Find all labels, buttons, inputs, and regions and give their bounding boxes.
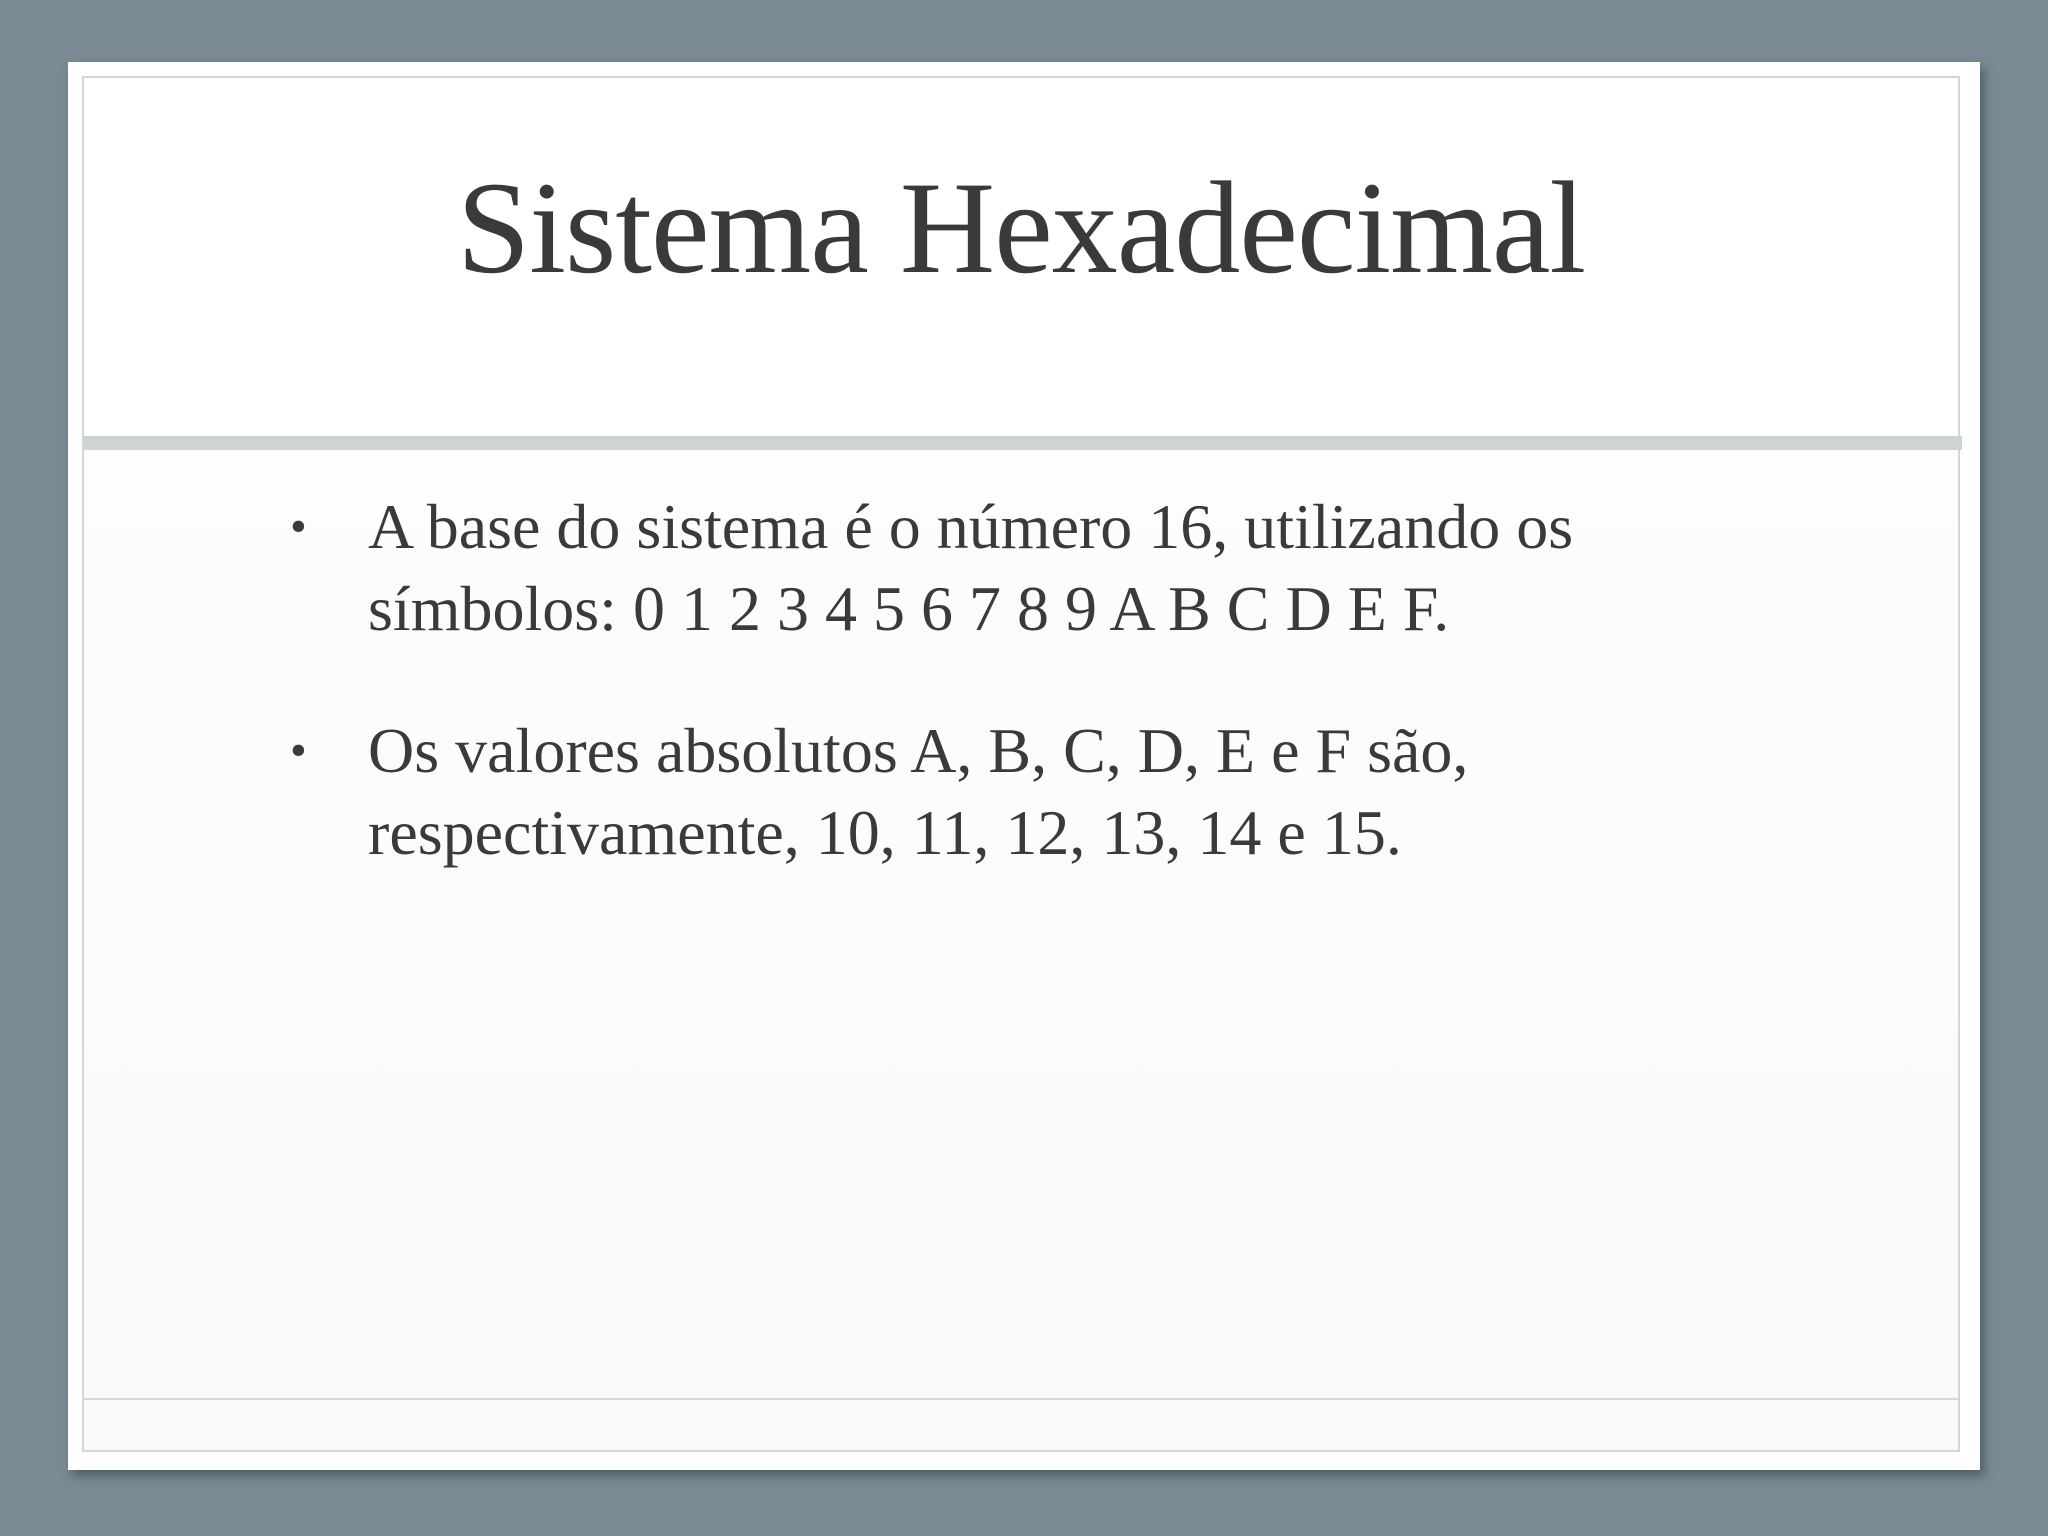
- title-divider: [84, 436, 1962, 450]
- bullet-text-line: A base do sistema é o número 16, utilizando os: [368, 491, 1574, 562]
- bullet-list: [218, 486, 1778, 934]
- bullet-item: [218, 486, 1778, 650]
- slide-title: Sistema Hexadecimal: [456, 153, 1586, 301]
- bullet-icon: •: [290, 724, 307, 777]
- footer-divider: [84, 1398, 1958, 1400]
- bullet-item: [218, 710, 1778, 874]
- bullet-icon: •: [290, 500, 307, 553]
- bullet-text-line: respectivamente, 10, 11, 12, 13, 14 e 15.: [368, 797, 1402, 868]
- bullet-text-line: símbolos: 0 1 2 3 4 5 6 7 8 9 A B C D E F.: [368, 573, 1450, 644]
- slide: [68, 62, 1980, 1470]
- title-area: [84, 78, 1958, 436]
- bullet-text-line: Os valores absolutos A, B, C, D, E e F são,: [368, 715, 1469, 786]
